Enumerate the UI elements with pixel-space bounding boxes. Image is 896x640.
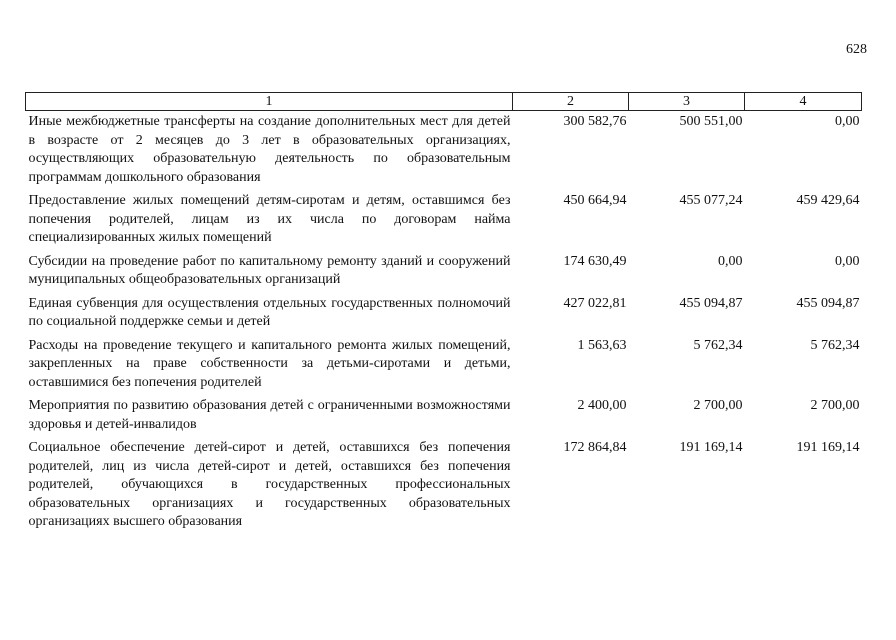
row-value-col2: 1 563,63 bbox=[577, 337, 627, 353]
row-value-col3: 500 551,00 bbox=[679, 114, 743, 129]
row-description: Социальное обеспечение детей-сирот и детей, оставшихся без попечения родителей, лиц из числа детей-сирот и детей, оставшихся без попечения родителей, обучающихся в государственных профессиональных образовательных организациях и государственных образовательных организациях высшего образования bbox=[28, 440, 511, 529]
row-value-col2: 2 400,00 bbox=[577, 398, 627, 413]
table-row bbox=[26, 253, 862, 295]
row-value-col3: 2 700,00 bbox=[693, 398, 743, 413]
row-description: Единая субвенция для осуществления отдельных государственных полномочий по социальной поддержке семьи и детей bbox=[28, 295, 511, 329]
row-description: Мероприятия по развитию образования детей с ограниченными возможностями здоровья и детей-инвалидов bbox=[28, 398, 511, 432]
row-value-col4: 459 429,64 bbox=[796, 193, 860, 208]
table-row bbox=[26, 192, 862, 253]
page-number: 628 bbox=[846, 42, 867, 57]
row-value-col4: 5 762,34 bbox=[810, 337, 860, 353]
table-header bbox=[26, 93, 862, 111]
row-value-col4: 2 700,00 bbox=[810, 398, 860, 413]
column-header-3: 3 bbox=[629, 93, 745, 111]
row-value-col3: 455 094,87 bbox=[679, 295, 743, 311]
row-value-col4: 0,00 bbox=[835, 253, 860, 269]
row-value-col4: 0,00 bbox=[835, 114, 860, 129]
row-value-col2: 300 582,76 bbox=[563, 114, 627, 129]
column-header-4: 4 bbox=[745, 93, 862, 111]
row-value-col3: 455 077,24 bbox=[679, 193, 743, 208]
table-row bbox=[26, 111, 862, 193]
row-value-col2: 174 630,49 bbox=[563, 253, 627, 269]
row-value-col3: 5 762,34 bbox=[693, 337, 743, 353]
table-row bbox=[26, 337, 862, 398]
column-header-2: 2 bbox=[513, 93, 629, 111]
row-description: Предоставление жилых помещений детям-сиротам и детям, оставшимся без попечения родителей, лицам из их числа по договорам найма специализированных жилых помещений bbox=[28, 193, 511, 245]
row-value-col3: 0,00 bbox=[718, 253, 743, 269]
row-value-col2: 172 864,84 bbox=[563, 440, 627, 455]
row-value-col4: 191 169,14 bbox=[796, 440, 860, 455]
row-value-col3: 191 169,14 bbox=[679, 440, 743, 455]
column-header-1: 1 bbox=[26, 93, 513, 111]
row-value-col4: 455 094,87 bbox=[796, 295, 860, 311]
row-description: Иные межбюджетные трансферты на создание дополнительных мест для детей в возрасте от 2 месяцев до 3 лет в образовательных организациях, осуществляющих образовательную деятельность по образовательным программам дошкольного образования bbox=[28, 114, 511, 185]
row-description: Субсидии на проведение работ по капитальному ремонту зданий и сооружений муниципальных общеобразовательных организаций bbox=[28, 253, 511, 287]
budget-table bbox=[25, 92, 862, 537]
table-row bbox=[26, 295, 862, 337]
table-row bbox=[26, 397, 862, 439]
row-value-col2: 427 022,81 bbox=[563, 295, 627, 311]
row-value-col2: 450 664,94 bbox=[563, 193, 627, 208]
row-description: Расходы на проведение текущего и капитального ремонта жилых помещений, закрепленных на праве собственности за детьми-сиротами и детьми, оставшимися без попечения родителей bbox=[28, 337, 511, 390]
table-row bbox=[26, 439, 862, 537]
